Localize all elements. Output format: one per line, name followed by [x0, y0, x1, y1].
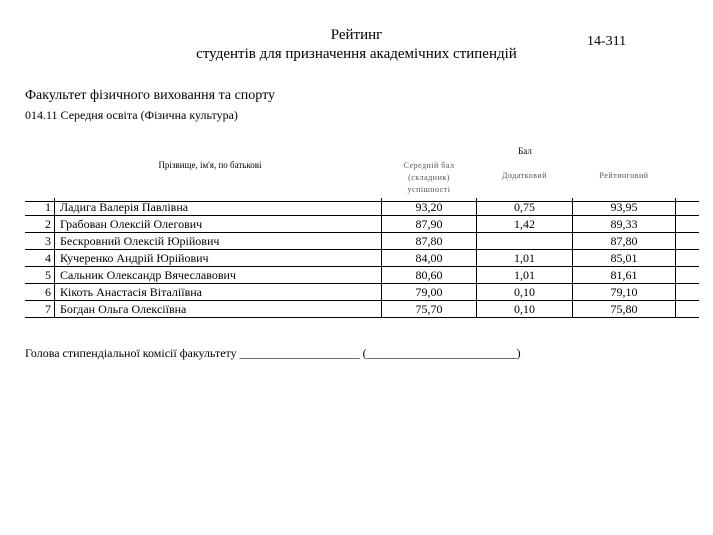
rating-score: 79,10 [610, 285, 638, 299]
table-row [25, 283, 699, 300]
rating-score: 75,80 [610, 302, 638, 316]
column-header-average-line1: Середній бал [403, 161, 455, 170]
specialty-name: 014.11 Середня освіта (Фізична культура) [25, 108, 238, 122]
column-header-average-line3: успішності [407, 185, 451, 194]
row-number: 7 [45, 302, 51, 316]
average-score: 75,70 [415, 302, 443, 316]
average-score: 87,90 [415, 217, 443, 231]
table-row [25, 249, 699, 266]
student-name: Ладига Валерія Павлівна [60, 200, 189, 214]
document-subtitle: студентів для призначення академічних стипендій [196, 46, 517, 62]
average-score: 93,20 [415, 200, 443, 214]
column-header-average [382, 160, 476, 196]
additional-score: 1,01 [514, 251, 535, 265]
additional-score: 0,75 [514, 200, 535, 214]
student-name: Грабован Олексій Олегович [60, 217, 203, 231]
column-header-bal: Бал [518, 146, 532, 156]
table-row [25, 215, 699, 232]
student-name: Кучеренко Андрій Юрійович [60, 251, 209, 265]
student-name: Кікоть Анастасія Віталіївна [60, 285, 202, 299]
document-title: Рейтинг [330, 27, 383, 43]
rating-table [25, 198, 699, 320]
table-row [25, 232, 699, 249]
student-name: Богдан Ольга Олексіївна [60, 302, 187, 316]
additional-score: 0,10 [514, 302, 535, 316]
table-row [25, 266, 699, 283]
column-header-additional: Додатковий [502, 171, 547, 180]
average-score: 87,80 [415, 234, 443, 248]
rating-score: 93,95 [610, 200, 638, 214]
rating-score: 89,33 [610, 217, 638, 231]
faculty-name: Факультет фізичного виховання та спорту [25, 88, 276, 103]
additional-score: 1,42 [514, 217, 535, 231]
table-row [25, 198, 699, 215]
row-number: 4 [45, 251, 51, 265]
rating-score: 81,61 [610, 268, 638, 282]
rating-score: 87,80 [610, 234, 638, 248]
student-name: Бескровний Олексій Юрійович [60, 234, 220, 248]
row-number: 6 [45, 285, 51, 299]
column-header-rating: Рейтинговий [599, 171, 649, 180]
column-header-name: Прізвище, ім'я, по батькові [158, 160, 262, 170]
student-name: Сальник Олександр Вячеславович [60, 268, 236, 282]
additional-score: 1,01 [514, 268, 535, 282]
row-number: 3 [45, 234, 51, 248]
column-header-average-line2: (складник) [408, 173, 450, 182]
average-score: 84,00 [415, 251, 443, 265]
average-score: 80,60 [415, 268, 443, 282]
commission-head-signature-line: Голова стипендіальної комісії факультету ____________________ (_________________________) [25, 346, 521, 360]
table-row [25, 300, 699, 317]
row-number: 5 [45, 268, 51, 282]
row-number: 1 [45, 200, 51, 214]
rating-score: 85,01 [610, 251, 638, 265]
document-code: 14-311 [587, 34, 627, 49]
additional-score: 0,10 [514, 285, 535, 299]
row-number: 2 [45, 217, 51, 231]
average-score: 79,00 [415, 285, 443, 299]
